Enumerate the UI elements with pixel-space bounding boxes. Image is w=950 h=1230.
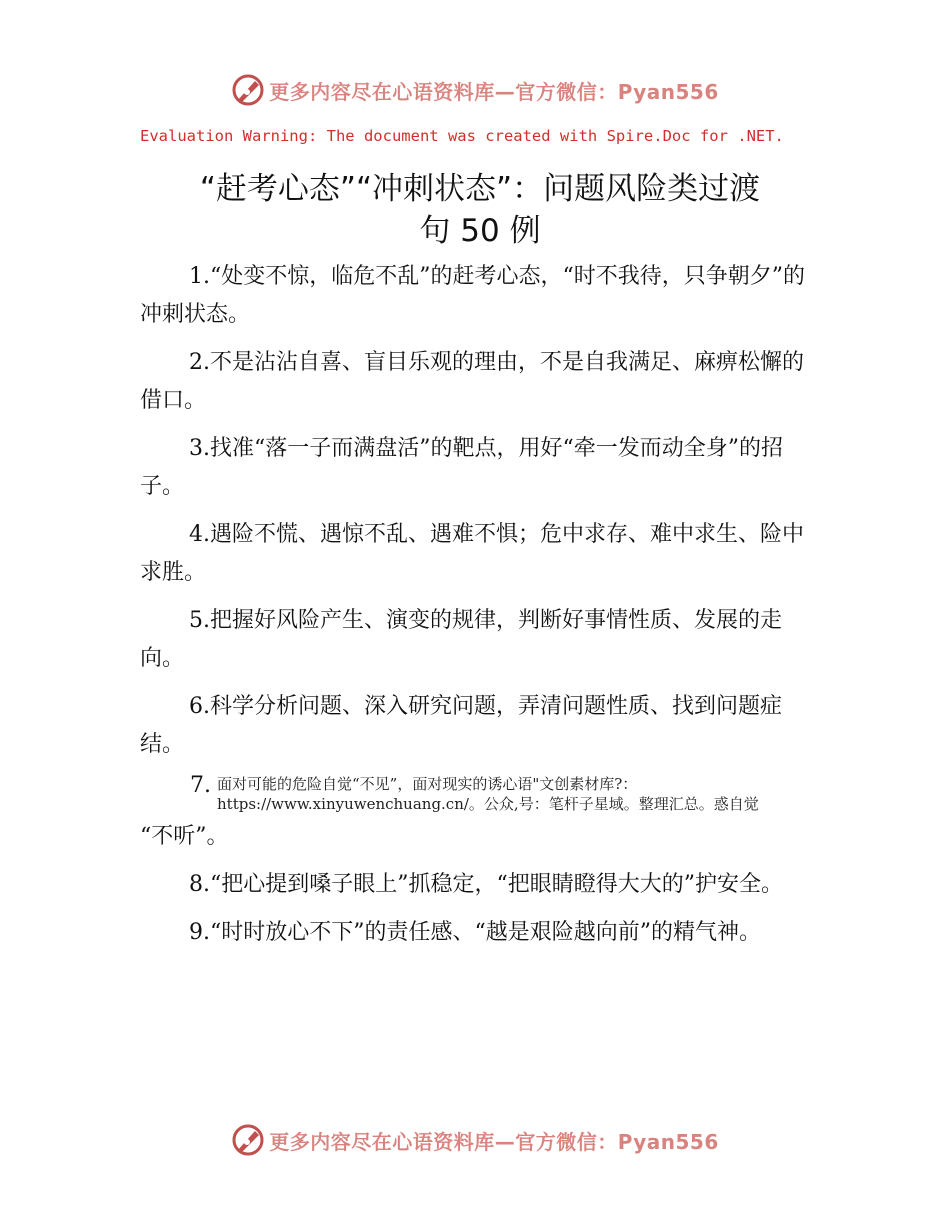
item-7-number: 7. xyxy=(190,773,211,798)
list-item: 2.不是沾沾自喜、盲目乐观的理由，不是自我满足、麻痹松懈的借口。 xyxy=(140,350,804,413)
banner-text: 更多内容尽在心语资料库—官方微信：Pyan556 xyxy=(269,1129,719,1154)
footer-banner xyxy=(0,1120,950,1160)
pen-circle-logo-icon xyxy=(231,1123,265,1157)
item-7-inline-note: 面对可能的危险自觉“不见”，面对现实的诱心语"文创素材库?：https://www.xinyuwenchuang.cn/。公众,号：笔杆子星域。整理汇总。惑自觉 xyxy=(217,775,759,813)
banner-text: 更多内容尽在心语资料库—官方微信：Pyan556 xyxy=(269,79,719,104)
pen-circle-logo-icon xyxy=(231,73,265,107)
list-item: 3.找准“落一子而满盘活”的靶点，用好“牵一发而动全身”的招子。 xyxy=(140,436,783,499)
document-body xyxy=(140,258,820,962)
list-item: 9.“时时放心不下”的责任感、“越是艰险越向前”的精气神。 xyxy=(189,920,761,945)
list-item: 8.“把心提到嗓子眼上”抓稳定，“把眼睛瞪得大大的”护安全。 xyxy=(189,872,783,897)
list-item: 6.科学分析问题、深入研究问题，弄清问题性质、找到问题症结。 xyxy=(140,694,782,757)
title-line-1: “赶考心态”“冲刺状态”：问题风险类过渡 xyxy=(199,171,761,207)
list-item-7 xyxy=(140,774,820,856)
header-banner xyxy=(0,70,950,110)
list-item: 5.把握好风险产生、演变的规律，判断好事情性质、发展的走向。 xyxy=(140,608,782,671)
item-7-tail: “不听”。 xyxy=(140,824,229,849)
list-item: 4.遇险不慌、遇惊不乱、遇难不惧；危中求存、难中求生、险中求胜。 xyxy=(140,522,804,585)
list-item: 1.“处变不惊，临危不乱”的赶考心态，“时不我待，只争朝夕”的冲刺状态。 xyxy=(140,264,805,327)
title-line-2: 句 50 例 xyxy=(419,213,541,249)
document-title xyxy=(140,168,820,252)
evaluation-warning: Evaluation Warning: The document was created with Spire.Doc for .NET. xyxy=(140,127,784,145)
